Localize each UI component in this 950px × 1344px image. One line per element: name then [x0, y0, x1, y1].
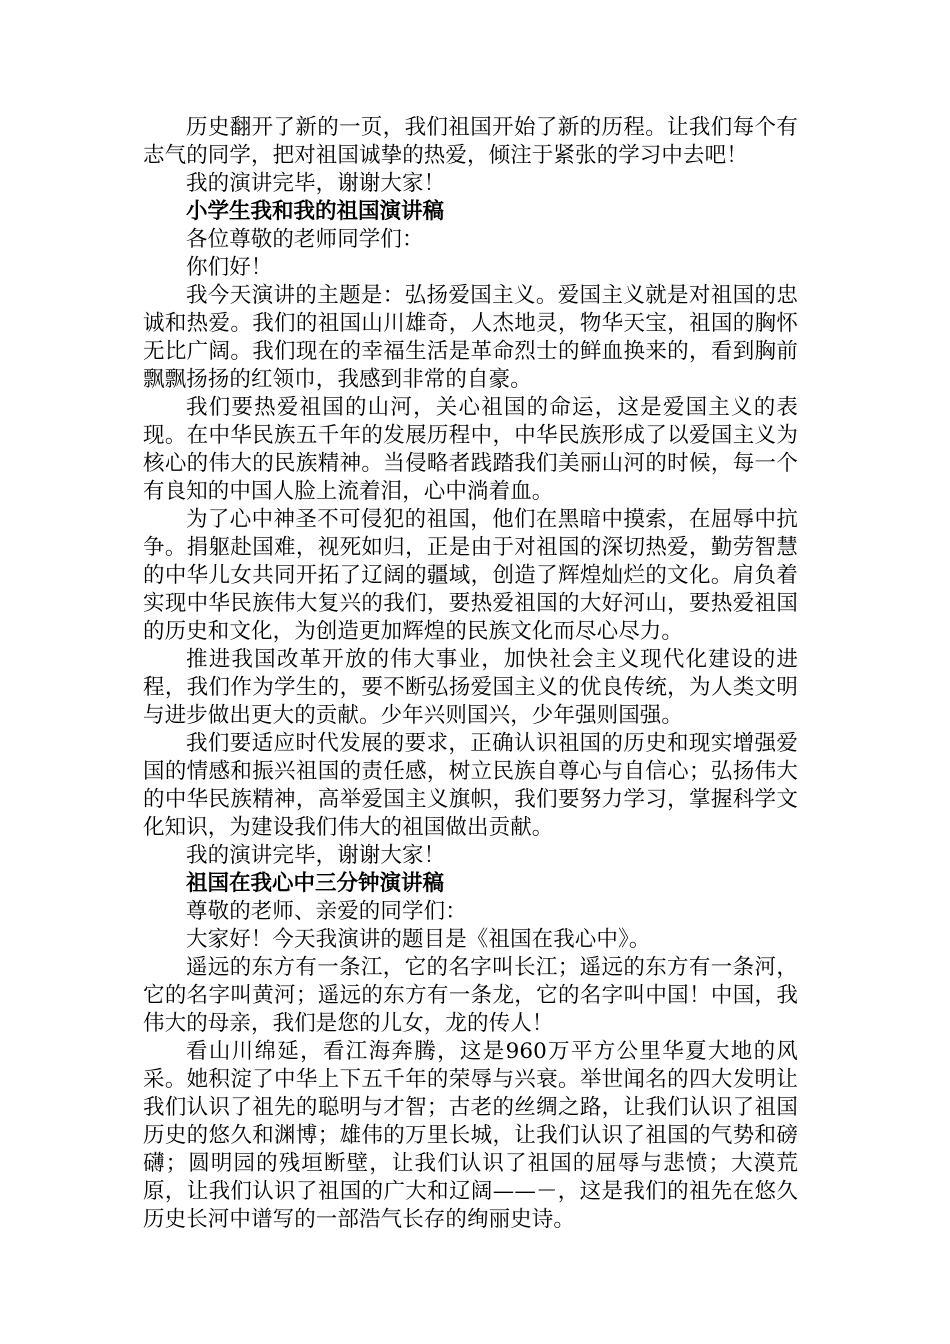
greeting: 你们好！: [186, 255, 273, 280]
salutation: 各位尊敬的老师同学们：: [186, 227, 424, 252]
salutation: 尊敬的老师、亲爱的同学们：: [186, 899, 467, 924]
paragraph: 历史翻开了新的一页，我们祖国开始了新的历程。让我们每个有志气的同学，把对祖国诚挚的热爱，倾注于紧张的学习中去吧！: [143, 115, 798, 168]
paragraph: 我们要热爱祖国的山河，关心祖国的命运，这是爱国主义的表现。在中华民族五千年的发展历程中，中华民族形成了以爱国主义为核心的伟大的民族精神。当侵略者践踏我们美丽山河的时候，每一个有良知的中国人脸上流着泪，心中淌着血。: [143, 395, 798, 504]
speech-title: 小学生我和我的祖国演讲稿: [186, 199, 445, 224]
paragraph: 我们要适应时代发展的要求，正确认识祖国的历史和现实增强爱国的情感和振兴祖国的责任感，树立民族自尊心与自信心；弘扬伟大的中华民族精神，高举爱国主义旗帜，我们要努力学习，掌握科学文化知识，为建设我们伟大的祖国做出贡献。: [143, 731, 798, 840]
paragraph: 为了心中神圣不可侵犯的祖国，他们在黑暗中摸索，在屈辱中抗争。捐躯赴国难，视死如归，正是由于对祖国的深切热爱，勤劳智慧的中华儿女共同开拓了辽阔的疆域，创造了辉煌灿烂的文化。肩负着实现中华民族伟大复兴的我们，要热爱祖国的大好河山，要热爱祖国的历史和文化，为创造更加辉煌的民族文化而尽心尽力。: [143, 507, 798, 644]
greeting: 大家好！今天我演讲的题目是《祖国在我心中》。: [186, 927, 651, 952]
paragraph: 遥远的东方有一条江，它的名字叫长江；遥远的东方有一条河，它的名字叫黄河；遥远的东方有一条龙，它的名字叫中国！中国，我伟大的母亲，我们是您的儿女，龙的传人！: [143, 955, 798, 1036]
paragraph: 我今天演讲的主题是：弘扬爱国主义。爱国主义就是对祖国的忠诚和热爱。我们的祖国山川雄奇，人杰地灵，物华天宝，祖国的胸怀无比广阔。我们现在的幸福生活是革命烈士的鲜血换来的，看到胸前飘飘扬扬的红领巾，我感到非常的自豪。: [143, 283, 798, 392]
paragraph: 推进我国改革开放的伟大事业，加快社会主义现代化建设的进程，我们作为学生的，要不断弘扬爱国主义的优良传统，为人类文明与进步做出更大的贡献。少年兴则国兴，少年强则国强。: [143, 647, 798, 728]
speech-title: 祖国在我心中三分钟演讲稿: [186, 871, 445, 896]
document-page: [143, 114, 798, 1234]
paragraph: 看山川绵延，看江海奔腾，这是960万平方公里华夏大地的风采。她积淀了中华上下五千年的荣辱与兴衰。举世闻名的四大发明让我们认识了祖先的聪明与才智；古老的丝绸之路，让我们认识了祖国历史的悠久和渊博；雄伟的万里长城，让我们认识了祖国的气势和磅礴；圆明园的残垣断壁，让我们认识了祖国的屈辱与悲愤；大漠荒原，让我们认识了祖国的广大和辽阔——－，这是我们的祖先在悠久历史长河中谱写的一部浩气长存的绚丽史诗。: [143, 1039, 798, 1232]
closing-line: 我的演讲完毕，谢谢大家！: [186, 843, 446, 868]
closing-line: 我的演讲完毕，谢谢大家！: [186, 171, 446, 196]
